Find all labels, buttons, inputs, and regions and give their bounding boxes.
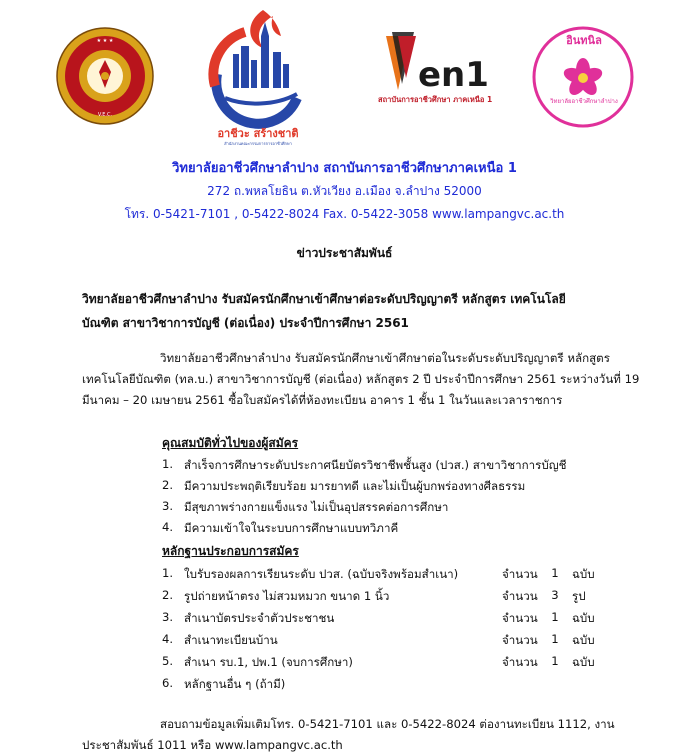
college-contact: โทร. 0-5421-7101 , 0-5422-8024 Fax. 0-5422-3058 www.lampangvc.ac.th (124, 207, 565, 221)
contact-footer (82, 714, 662, 756)
college-address: 272 ถ.พหลโยธิน ต.หัวเวียง อ.เมือง จ.ลำปาง 52000 (207, 184, 482, 198)
qualifications-heading: คุณสมบัติทั่วไปของผู้สมัคร (162, 436, 299, 450)
college-title: วิทยาลัยอาชีวศึกษาลำปาง สถาบันการอาชีวศึกษาภาคเหนือ 1 (172, 161, 517, 176)
svg-text:V.E.C.: V.E.C. (97, 112, 113, 118)
headline-line-1: วิทยาลัยอาชีวศึกษาลำปาง รับสมัครนักศึกษาเข้าศึกษาต่อระดับปริญญาตรี หลักสูตร เทคโนโลยี (82, 292, 566, 306)
svg-text:en1: en1 (418, 55, 489, 95)
press-release-label: ข่าวประชาสัมพันธ์ (296, 246, 393, 260)
brand-logo-subtext: สำนักงานคณะกรรมการการอาชีวศึกษา (224, 141, 292, 146)
announcement-headline (82, 287, 642, 335)
flower-logo-text: อินทนิล (566, 34, 602, 47)
footer-text: สอบถามข้อมูลเพิ่มเติมโทร. 0-5421-7101 และ 0-5422-8024 ต่องานทะเบียน 1112, งานประชาสัมพันธ์ 1011 หรือ www.lampangvc.ac.th (82, 717, 615, 752)
brand-logo-text: อาชีวะ สร้างชาติ (217, 127, 299, 140)
body-text: วิทยาลัยอาชีวศึกษาลำปาง รับสมัครนักศึกษาเข้าศึกษาต่อในระดับระดับปริญญาตรี หลักสูตร เทคโนโลยีบัณฑิต (ทล.บ.) สาขาวิชาการบัญชี (ต่อเนื่อง) หลักสูตร 2 ปี ประจำปีการศึกษา 2561 ระหว่างวันที่ 19 มีนาคม – 20 เมษายน 2561 ซื้อใบสมัครได้ที่ห้องทะเบียน อาคาร 1 ชั้น 1 ในวันและเวลาราชการ (82, 351, 640, 407)
vocational-commission-seal-logo (55, 26, 155, 126)
ven1-institute-logo (380, 28, 489, 123)
headline-line-2: บัณฑิต สาขาวิชาการบัญชี (ต่อเนื่อง) ประจำปีการศึกษา 2561 (82, 316, 409, 330)
ven1-logo-subtext: สถาบันการอาชีวศึกษา ภาคเหนือ 1 (378, 95, 493, 104)
flower-logo-subtext: วิทยาลัยอาชีวศึกษาลำปาง (550, 98, 618, 105)
svg-text:★ ★ ★: ★ ★ ★ (96, 38, 114, 44)
documents-heading: หลักฐานประกอบการสมัคร (162, 544, 299, 558)
announcement-body (82, 348, 642, 411)
